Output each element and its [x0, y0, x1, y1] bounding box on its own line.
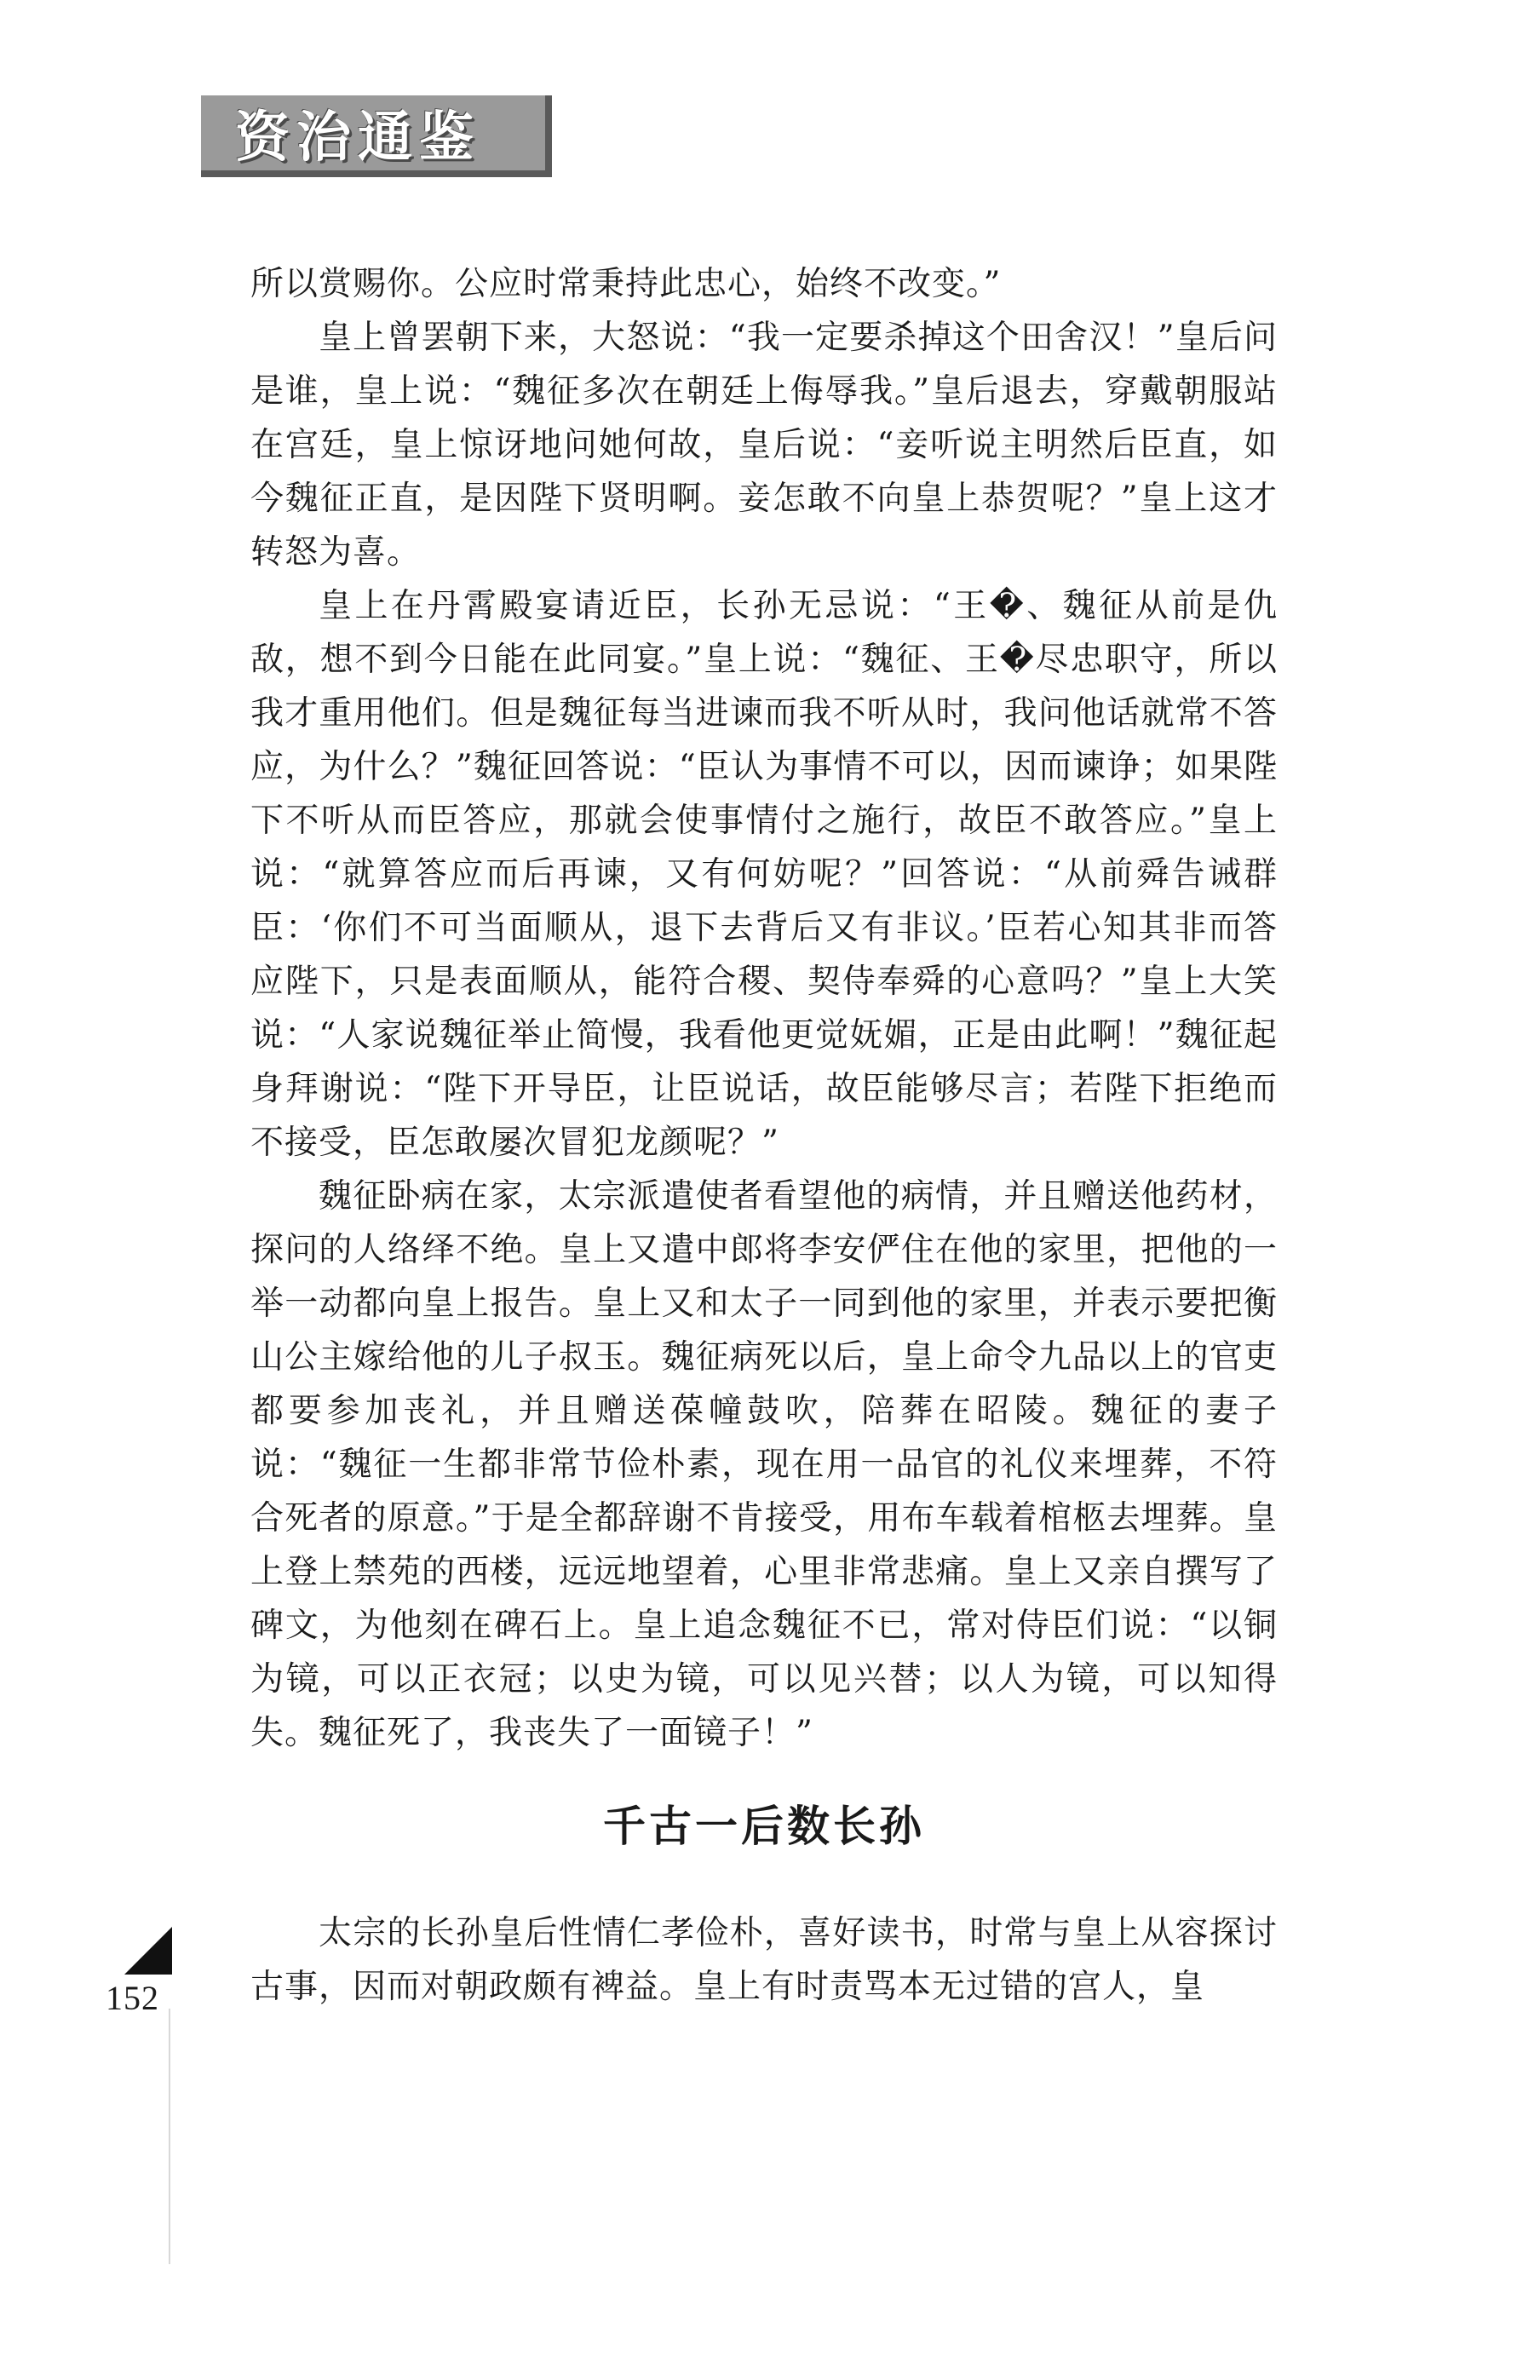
section-text-block: [250, 1906, 1278, 2014]
book-title: 资治通鉴: [235, 106, 480, 170]
paragraph-4: 魏征卧病在家，太宗派遣使者看望他的病情，并且赠送他药材，探问的人络绎不绝。皇上又遣中郎将李安俨住在他的家里，把他的一举一动都向皇上报告。皇上又和太子一同到他的家里，并表示要把衡山公主嫁给他的儿子叔玉。魏征病死以后，皇上命令九品以上的官吏都要参加丧礼，并且赠送葆幢鼓吹，陪葬在昭陵。魏征的妻子说：“魏征一生都非常节俭朴素，现在用一品官的礼仪来埋葬，不符合死者的原意。”于是全都辞谢不肯接受，用布车载着棺柩去埋葬。皇上登上禁苑的西楼，远远地望着，心里非常悲痛。皇上又亲自撰写了碑文，为他刻在碑石上。皇上追念魏征不已，常对侍臣们说：“以铜为镜，可以正衣冠；以史为镜，可以见兴替；以人为镜，可以知得失。魏征死了，我丧失了一面镜子！”: [250, 1177, 1278, 1752]
book-title-banner: [201, 95, 552, 177]
section-heading: 千古一后数长孙: [603, 1802, 925, 1851]
main-text-block: [250, 257, 1278, 1760]
margin-divider-line: [169, 2009, 170, 2264]
paragraph-1: 所以赏赐你。公应时常秉持此忠心，始终不改变。”: [250, 265, 1002, 303]
page-number: 152: [106, 1979, 159, 2017]
section-paragraph-1: 太宗的长孙皇后性情仁孝俭朴，喜好读书，时常与皇上从容探讨古事，因而对朝政颇有裨益。皇上有时责骂本无过错的宫人，皇: [250, 1914, 1278, 2006]
paragraph-2: 皇上曾罢朝下来，大怒说：“我一定要杀掉这个田舍汉！”皇后问是谁，皇上说：“魏征多次在朝廷上侮辱我。”皇后退去，穿戴朝服站在宫廷，皇上惊讶地问她何故，皇后说：“妾听说主明然后臣直，如今魏征正直，是因陛下贤明啊。妾怎敢不向皇上恭贺呢？”皇上这才转怒为喜。: [250, 319, 1278, 572]
page-corner-triangle-icon: [124, 1927, 172, 1975]
paragraph-3: 皇上在丹霄殿宴请近臣，长孙无忌说：“王�、魏征从前是仇敌，想不到今日能在此同宴。”皇上说：“魏征、王�尽忠职守，所以我才重用他们。但是魏征每当进谏而我不听从时，我问他话就常不答应，为什么？”魏征回答说：“臣认为事情不可以，因而谏诤；如果陛下不听从而臣答应，那就会使事情付之施行，故臣不敢答应。”皇上说：“就算答应而后再谏，又有何妨呢？”回答说：“从前舜告诫群臣：‘你们不可当面顺从，退下去背后又有非议。’臣若心知其非而答应陛下，只是表面顺从，能符合稷、契侍奉舜的心意吗？”皇上大笑说：“人家说魏征举止简慢，我看他更觉妩媚，正是由此啊！”魏征起身拜谢说：“陛下开导臣，让臣说话，故臣能够尽言；若陛下拒绝而不接受，臣怎敢屡次冒犯龙颜呢？”: [250, 587, 1278, 1162]
